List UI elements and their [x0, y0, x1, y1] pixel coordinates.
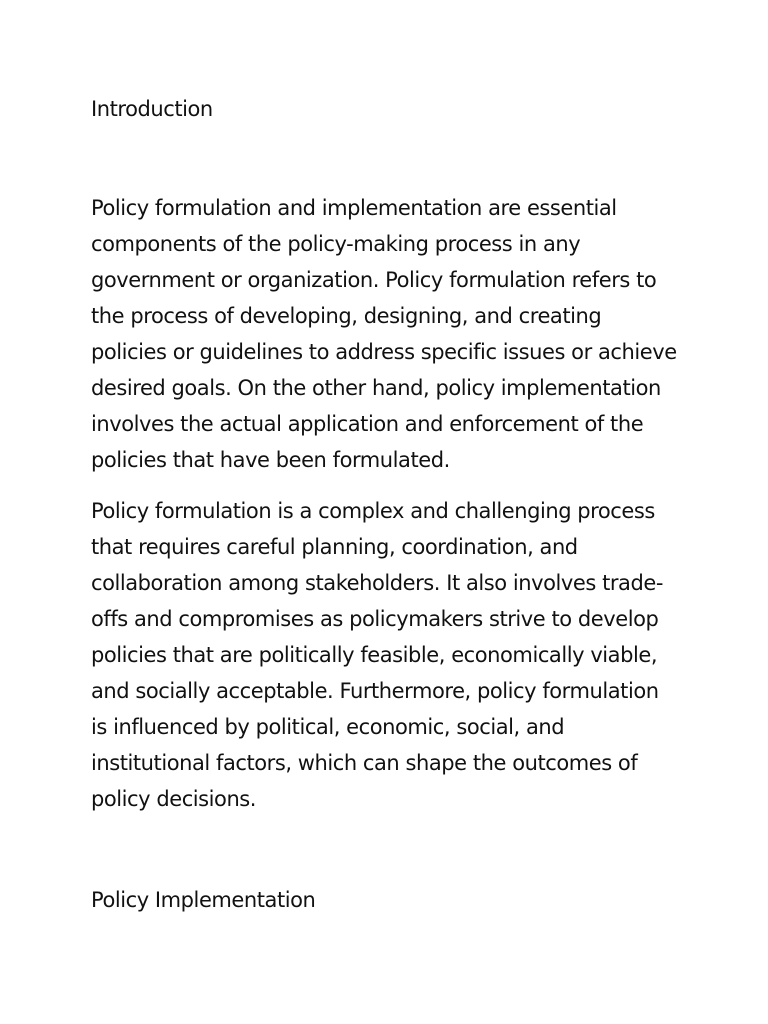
paragraph-policy-formulation-complexity — [91, 493, 691, 817]
paragraph-policy-formulation-overview — [91, 190, 691, 478]
paragraph-line: desired goals. On the other hand, policy implementation — [91, 376, 661, 400]
paragraph-line: policies that are politically feasible, economically viable, — [91, 643, 658, 667]
section-heading-introduction: Introduction — [91, 97, 213, 121]
paragraph-line: is influenced by political, economic, social, and — [91, 715, 565, 739]
paragraph-line: policies that have been formulated. — [91, 448, 450, 472]
paragraph-line: components of the policy-making process in any — [91, 232, 581, 256]
section-heading-policy-implementation: Policy Implementation — [91, 888, 316, 912]
paragraph-line: Policy formulation and implementation are essential — [91, 196, 617, 220]
paragraph-line: collaboration among stakeholders. It also involves trade- — [91, 571, 663, 595]
paragraph-line: and socially acceptable. Furthermore, policy formulation — [91, 679, 659, 703]
paragraph-line: involves the actual application and enforcement of the — [91, 412, 644, 436]
paragraph-line: government or organization. Policy formulation refers to — [91, 268, 657, 292]
paragraph-line: that requires careful planning, coordination, and — [91, 535, 578, 559]
paragraph-line: the process of developing, designing, and creating — [91, 304, 602, 328]
paragraph-line: policy decisions. — [91, 787, 257, 811]
paragraph-line: offs and compromises as policymakers strive to develop — [91, 607, 659, 631]
paragraph-line: policies or guidelines to address specific issues or achieve — [91, 340, 677, 364]
paragraph-line: institutional factors, which can shape the outcomes of — [91, 751, 638, 775]
paragraph-line: Policy formulation is a complex and challenging process — [91, 499, 655, 523]
